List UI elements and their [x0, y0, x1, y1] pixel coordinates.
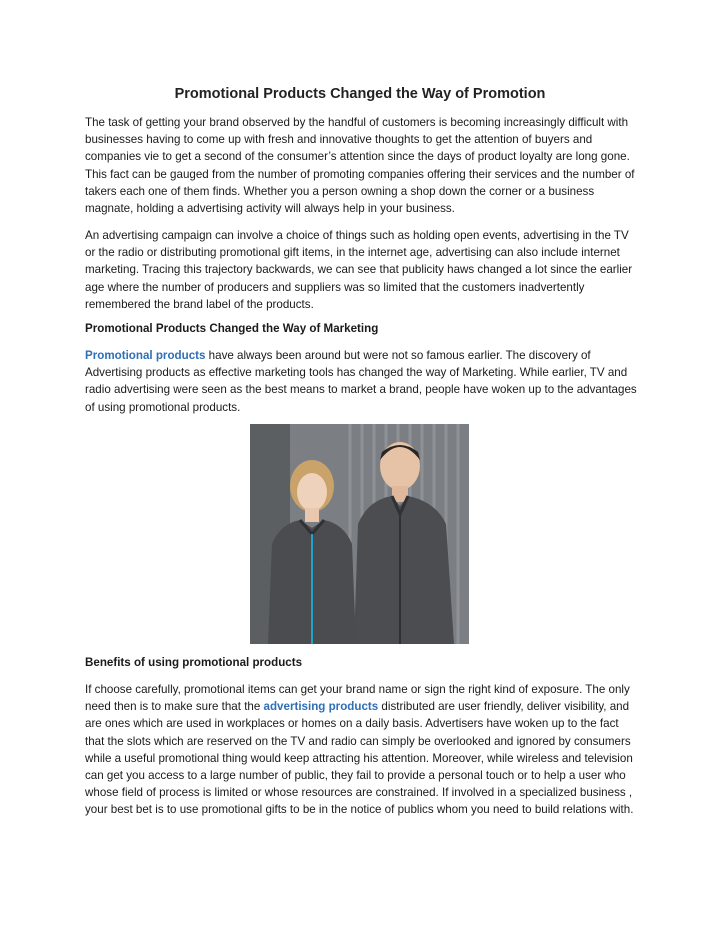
promotional-products-paragraph: [85, 347, 637, 416]
jackets-illustration: [250, 424, 469, 644]
campaign-paragraph: An advertising campaign can involve a choice of things such as holding open events, advertising in the TV or the radio or distributing promotional gift items, in the internet age, advertising can also include internet marketing. Tracing this trajectory backwards, we can see that publicity haws changed a lot since the earlier age where the number of producers and suppliers was so limited that the customers inadvertently remembered the brand label of the products.: [85, 229, 633, 311]
intro-paragraph: The task of getting your brand observed by the handful of customers is becoming increasingly difficult with businesses having to come up with fresh and innovative thoughts to get the attention of buyers and companies vie to get a second of the consumer’s attention since the days of product loyalty are long gone. This fact can be gauged from the number of promoting companies offering their services and the number of takers each one of them finds. Whether you a person owning a shop down the corner or a business magnate, holding a advertising activity will always help in your business.: [85, 116, 635, 216]
jackets-photo: [250, 424, 469, 644]
paragraph-text: If choose carefully, promotional items can get your brand name or sign the right kind of exposure. The only need then is to make sure that the: [85, 683, 630, 714]
section-heading-marketing: Promotional Products Changed the Way of Marketing: [85, 322, 379, 335]
advertising-products-link[interactable]: advertising products: [263, 700, 379, 714]
benefits-paragraph: [85, 681, 637, 819]
section-heading-benefits: Benefits of using promotional products: [85, 656, 303, 669]
promotional-products-link[interactable]: Promotional products: [85, 349, 206, 362]
document-title: Promotional Products Changed the Way of Promotion: [174, 86, 546, 102]
paragraph-text: distributed are user friendly, deliver visibility, and are ones which are used in workplaces or homes on a daily basis. Advertisers have woken up to the fact that the slots which are reserved on the TV and radio can simply be overlooked and ignored by consumers while a useful promotional thing would keep attracting his attention. Moreover, while wireless and television can get you access to a large number of public, they fail to provide a personal touch or to help a user who whose field of process is limited or whose resources are constrained. If involved in a specialized business , your best bet is to use promotional gifts to be in the notice of publics whom you need to build relations with.: [85, 700, 634, 817]
paragraph-text: have always been around but were not so famous earlier. The discovery of Advertising products as effective marketing tools has changed the way of Marketing. While earlier, TV and radio advertising were seen as the best means to market a brand, people have woken up to the advantages of using promotional products.: [85, 349, 637, 414]
